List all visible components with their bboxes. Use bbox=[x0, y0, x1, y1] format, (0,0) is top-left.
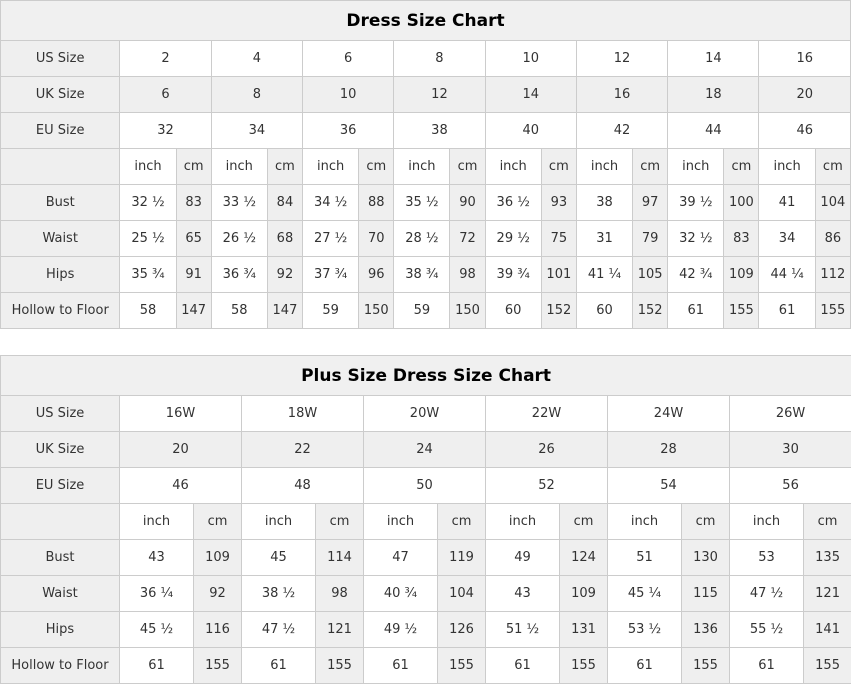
size-value-cell: 56 bbox=[730, 468, 851, 504]
size-value-cell: 54 bbox=[608, 468, 730, 504]
row-label: US Size bbox=[1, 41, 120, 77]
measure-inch-cell: 53 ½ bbox=[608, 612, 682, 648]
measure-inch-cell: 27 ½ bbox=[303, 221, 359, 257]
measure-cm-cell: 136 bbox=[682, 612, 730, 648]
measure-row bbox=[1, 221, 851, 257]
measure-cm-cell: 97 bbox=[633, 185, 668, 221]
size-value-cell: 48 bbox=[242, 468, 364, 504]
size-value-cell: 26 bbox=[486, 432, 608, 468]
unit-row-empty-label bbox=[1, 149, 120, 185]
measure-cm-cell: 70 bbox=[359, 221, 394, 257]
measure-inch-cell: 61 bbox=[730, 648, 804, 684]
measure-inch-cell: 45 bbox=[242, 540, 316, 576]
unit-cm-cell: cm bbox=[316, 504, 364, 540]
measure-inch-cell: 25 ½ bbox=[120, 221, 176, 257]
measure-cm-cell: 147 bbox=[267, 293, 302, 329]
unit-inch-cell: inch bbox=[120, 149, 176, 185]
measure-cm-cell: 105 bbox=[633, 257, 668, 293]
unit-inch-cell: inch bbox=[486, 504, 560, 540]
measure-cm-cell: 141 bbox=[804, 612, 851, 648]
row-label: EU Size bbox=[1, 113, 120, 149]
measure-inch-cell: 39 ½ bbox=[668, 185, 724, 221]
measure-cm-cell: 121 bbox=[804, 576, 851, 612]
measure-inch-cell: 29 ½ bbox=[485, 221, 541, 257]
measure-cm-cell: 101 bbox=[541, 257, 576, 293]
unit-inch-cell: inch bbox=[394, 149, 450, 185]
unit-cm-cell: cm bbox=[724, 149, 759, 185]
unit-inch-cell: inch bbox=[303, 149, 359, 185]
measure-cm-cell: 155 bbox=[560, 648, 608, 684]
measure-cm-cell: 119 bbox=[438, 540, 486, 576]
measure-inch-cell: 49 ½ bbox=[364, 612, 438, 648]
measure-cm-cell: 121 bbox=[316, 612, 364, 648]
unit-inch-cell: inch bbox=[730, 504, 804, 540]
size-value-cell: 30 bbox=[730, 432, 851, 468]
dress-size-chart-table bbox=[0, 0, 851, 329]
measure-inch-cell: 60 bbox=[485, 293, 541, 329]
size-value-cell: 28 bbox=[608, 432, 730, 468]
measure-cm-cell: 84 bbox=[267, 185, 302, 221]
unit-cm-cell: cm bbox=[450, 149, 485, 185]
size-value-cell: 14 bbox=[485, 77, 576, 113]
size-value-cell: 42 bbox=[576, 113, 667, 149]
measure-cm-cell: 114 bbox=[316, 540, 364, 576]
measure-inch-cell: 47 ½ bbox=[730, 576, 804, 612]
measure-cm-cell: 155 bbox=[194, 648, 242, 684]
size-value-cell: 32 bbox=[120, 113, 211, 149]
measure-inch-cell: 35 ½ bbox=[394, 185, 450, 221]
measure-row bbox=[1, 540, 851, 576]
unit-cm-cell: cm bbox=[560, 504, 608, 540]
measure-inch-cell: 61 bbox=[242, 648, 316, 684]
measure-cm-cell: 90 bbox=[450, 185, 485, 221]
unit-row-empty-label bbox=[1, 504, 120, 540]
measure-inch-cell: 39 ¾ bbox=[485, 257, 541, 293]
size-value-cell: 12 bbox=[394, 77, 485, 113]
unit-inch-cell: inch bbox=[364, 504, 438, 540]
measure-inch-cell: 32 ½ bbox=[120, 185, 176, 221]
measure-inch-cell: 26 ½ bbox=[211, 221, 267, 257]
measure-inch-cell: 35 ¾ bbox=[120, 257, 176, 293]
size-row bbox=[1, 77, 851, 113]
unit-header-row bbox=[1, 504, 851, 540]
unit-header-row bbox=[1, 149, 851, 185]
size-value-cell: 20W bbox=[364, 396, 486, 432]
row-label: Bust bbox=[1, 185, 120, 221]
size-value-cell: 18W bbox=[242, 396, 364, 432]
measure-cm-cell: 126 bbox=[438, 612, 486, 648]
size-value-cell: 12 bbox=[576, 41, 667, 77]
measure-inch-cell: 49 bbox=[486, 540, 560, 576]
measure-cm-cell: 150 bbox=[450, 293, 485, 329]
row-label: US Size bbox=[1, 396, 120, 432]
size-value-cell: 44 bbox=[668, 113, 759, 149]
measure-inch-cell: 61 bbox=[668, 293, 724, 329]
row-label: Waist bbox=[1, 221, 120, 257]
measure-cm-cell: 109 bbox=[194, 540, 242, 576]
measure-cm-cell: 152 bbox=[541, 293, 576, 329]
measure-cm-cell: 100 bbox=[724, 185, 759, 221]
measure-inch-cell: 51 ½ bbox=[486, 612, 560, 648]
measure-cm-cell: 72 bbox=[450, 221, 485, 257]
chart-title-row bbox=[1, 1, 851, 41]
size-value-cell: 4 bbox=[211, 41, 302, 77]
size-value-cell: 46 bbox=[120, 468, 242, 504]
size-value-cell: 10 bbox=[485, 41, 576, 77]
measure-cm-cell: 91 bbox=[176, 257, 211, 293]
unit-cm-cell: cm bbox=[176, 149, 211, 185]
measure-inch-cell: 43 bbox=[120, 540, 194, 576]
size-value-cell: 20 bbox=[120, 432, 242, 468]
measure-cm-cell: 88 bbox=[359, 185, 394, 221]
size-value-cell: 6 bbox=[120, 77, 211, 113]
size-value-cell: 8 bbox=[394, 41, 485, 77]
measure-cm-cell: 135 bbox=[804, 540, 851, 576]
size-value-cell: 8 bbox=[211, 77, 302, 113]
measure-inch-cell: 38 ½ bbox=[242, 576, 316, 612]
size-row bbox=[1, 468, 851, 504]
size-value-cell: 26W bbox=[730, 396, 851, 432]
measure-cm-cell: 104 bbox=[438, 576, 486, 612]
size-value-cell: 10 bbox=[303, 77, 394, 113]
measure-cm-cell: 83 bbox=[176, 185, 211, 221]
measure-inch-cell: 59 bbox=[394, 293, 450, 329]
unit-cm-cell: cm bbox=[815, 149, 850, 185]
measure-cm-cell: 83 bbox=[724, 221, 759, 257]
measure-cm-cell: 155 bbox=[438, 648, 486, 684]
measure-cm-cell: 92 bbox=[194, 576, 242, 612]
measure-cm-cell: 155 bbox=[316, 648, 364, 684]
measure-inch-cell: 43 bbox=[486, 576, 560, 612]
measure-cm-cell: 124 bbox=[560, 540, 608, 576]
size-value-cell: 16W bbox=[120, 396, 242, 432]
measure-cm-cell: 155 bbox=[724, 293, 759, 329]
measure-cm-cell: 96 bbox=[359, 257, 394, 293]
measure-row bbox=[1, 185, 851, 221]
unit-inch-cell: inch bbox=[759, 149, 815, 185]
measure-cm-cell: 116 bbox=[194, 612, 242, 648]
measure-inch-cell: 58 bbox=[211, 293, 267, 329]
unit-inch-cell: inch bbox=[485, 149, 541, 185]
measure-inch-cell: 47 ½ bbox=[242, 612, 316, 648]
unit-cm-cell: cm bbox=[194, 504, 242, 540]
measure-inch-cell: 31 bbox=[576, 221, 632, 257]
measure-cm-cell: 93 bbox=[541, 185, 576, 221]
size-row bbox=[1, 432, 851, 468]
measure-cm-cell: 79 bbox=[633, 221, 668, 257]
unit-cm-cell: cm bbox=[682, 504, 730, 540]
measure-cm-cell: 131 bbox=[560, 612, 608, 648]
unit-cm-cell: cm bbox=[541, 149, 576, 185]
unit-cm-cell: cm bbox=[804, 504, 851, 540]
measure-cm-cell: 109 bbox=[560, 576, 608, 612]
measure-cm-cell: 155 bbox=[682, 648, 730, 684]
unit-cm-cell: cm bbox=[438, 504, 486, 540]
measure-cm-cell: 104 bbox=[815, 185, 850, 221]
size-value-cell: 16 bbox=[759, 41, 851, 77]
size-value-cell: 2 bbox=[120, 41, 211, 77]
size-row bbox=[1, 396, 851, 432]
measure-inch-cell: 58 bbox=[120, 293, 176, 329]
unit-inch-cell: inch bbox=[608, 504, 682, 540]
measure-inch-cell: 61 bbox=[608, 648, 682, 684]
measure-row bbox=[1, 612, 851, 648]
measure-cm-cell: 92 bbox=[267, 257, 302, 293]
size-value-cell: 18 bbox=[668, 77, 759, 113]
measure-inch-cell: 38 ¾ bbox=[394, 257, 450, 293]
measure-inch-cell: 38 bbox=[576, 185, 632, 221]
measure-cm-cell: 75 bbox=[541, 221, 576, 257]
size-value-cell: 46 bbox=[759, 113, 851, 149]
size-value-cell: 52 bbox=[486, 468, 608, 504]
chart-title: Plus Size Dress Size Chart bbox=[1, 356, 851, 396]
unit-cm-cell: cm bbox=[267, 149, 302, 185]
measure-inch-cell: 37 ¾ bbox=[303, 257, 359, 293]
row-label: UK Size bbox=[1, 432, 120, 468]
measure-row bbox=[1, 257, 851, 293]
measure-inch-cell: 45 ¼ bbox=[608, 576, 682, 612]
row-label: Hips bbox=[1, 257, 120, 293]
unit-cm-cell: cm bbox=[633, 149, 668, 185]
unit-inch-cell: inch bbox=[211, 149, 267, 185]
measure-cm-cell: 65 bbox=[176, 221, 211, 257]
measure-inch-cell: 41 bbox=[759, 185, 815, 221]
measure-inch-cell: 55 ½ bbox=[730, 612, 804, 648]
plus-size-dress-size-chart-table bbox=[0, 355, 851, 684]
unit-cm-cell: cm bbox=[359, 149, 394, 185]
measure-cm-cell: 109 bbox=[724, 257, 759, 293]
measure-inch-cell: 36 ¾ bbox=[211, 257, 267, 293]
size-row bbox=[1, 41, 851, 77]
measure-inch-cell: 36 ½ bbox=[485, 185, 541, 221]
measure-inch-cell: 36 ¼ bbox=[120, 576, 194, 612]
measure-row bbox=[1, 293, 851, 329]
unit-inch-cell: inch bbox=[120, 504, 194, 540]
measure-inch-cell: 53 bbox=[730, 540, 804, 576]
measure-inch-cell: 44 ¼ bbox=[759, 257, 815, 293]
measure-inch-cell: 61 bbox=[364, 648, 438, 684]
measure-row bbox=[1, 648, 851, 684]
measure-inch-cell: 47 bbox=[364, 540, 438, 576]
measure-cm-cell: 150 bbox=[359, 293, 394, 329]
chart-title-row bbox=[1, 356, 851, 396]
measure-inch-cell: 34 bbox=[759, 221, 815, 257]
unit-inch-cell: inch bbox=[668, 149, 724, 185]
measure-inch-cell: 51 bbox=[608, 540, 682, 576]
measure-inch-cell: 40 ¾ bbox=[364, 576, 438, 612]
measure-inch-cell: 59 bbox=[303, 293, 359, 329]
size-value-cell: 36 bbox=[303, 113, 394, 149]
row-label: Hollow to Floor bbox=[1, 648, 120, 684]
size-value-cell: 6 bbox=[303, 41, 394, 77]
measure-cm-cell: 115 bbox=[682, 576, 730, 612]
measure-inch-cell: 33 ½ bbox=[211, 185, 267, 221]
row-label: UK Size bbox=[1, 77, 120, 113]
measure-inch-cell: 32 ½ bbox=[668, 221, 724, 257]
size-value-cell: 50 bbox=[364, 468, 486, 504]
size-value-cell: 22W bbox=[486, 396, 608, 432]
measure-cm-cell: 112 bbox=[815, 257, 850, 293]
row-label: Waist bbox=[1, 576, 120, 612]
row-label: Bust bbox=[1, 540, 120, 576]
unit-inch-cell: inch bbox=[242, 504, 316, 540]
size-row bbox=[1, 113, 851, 149]
measure-inch-cell: 34 ½ bbox=[303, 185, 359, 221]
size-value-cell: 14 bbox=[668, 41, 759, 77]
measure-inch-cell: 42 ¾ bbox=[668, 257, 724, 293]
measure-cm-cell: 130 bbox=[682, 540, 730, 576]
measure-cm-cell: 155 bbox=[815, 293, 850, 329]
measure-cm-cell: 98 bbox=[450, 257, 485, 293]
measure-row bbox=[1, 576, 851, 612]
measure-cm-cell: 155 bbox=[804, 648, 851, 684]
measure-cm-cell: 147 bbox=[176, 293, 211, 329]
measure-cm-cell: 86 bbox=[815, 221, 850, 257]
measure-inch-cell: 61 bbox=[120, 648, 194, 684]
size-value-cell: 24 bbox=[364, 432, 486, 468]
size-value-cell: 20 bbox=[759, 77, 851, 113]
row-label: Hollow to Floor bbox=[1, 293, 120, 329]
row-label: Hips bbox=[1, 612, 120, 648]
size-value-cell: 34 bbox=[211, 113, 302, 149]
row-label: EU Size bbox=[1, 468, 120, 504]
measure-inch-cell: 45 ½ bbox=[120, 612, 194, 648]
measure-inch-cell: 61 bbox=[486, 648, 560, 684]
size-value-cell: 40 bbox=[485, 113, 576, 149]
unit-inch-cell: inch bbox=[576, 149, 632, 185]
size-value-cell: 24W bbox=[608, 396, 730, 432]
size-value-cell: 38 bbox=[394, 113, 485, 149]
size-value-cell: 22 bbox=[242, 432, 364, 468]
measure-cm-cell: 152 bbox=[633, 293, 668, 329]
measure-cm-cell: 68 bbox=[267, 221, 302, 257]
measure-inch-cell: 60 bbox=[576, 293, 632, 329]
measure-inch-cell: 28 ½ bbox=[394, 221, 450, 257]
measure-cm-cell: 98 bbox=[316, 576, 364, 612]
measure-inch-cell: 41 ¼ bbox=[576, 257, 632, 293]
measure-inch-cell: 61 bbox=[759, 293, 815, 329]
size-value-cell: 16 bbox=[576, 77, 667, 113]
chart-title: Dress Size Chart bbox=[1, 1, 851, 41]
